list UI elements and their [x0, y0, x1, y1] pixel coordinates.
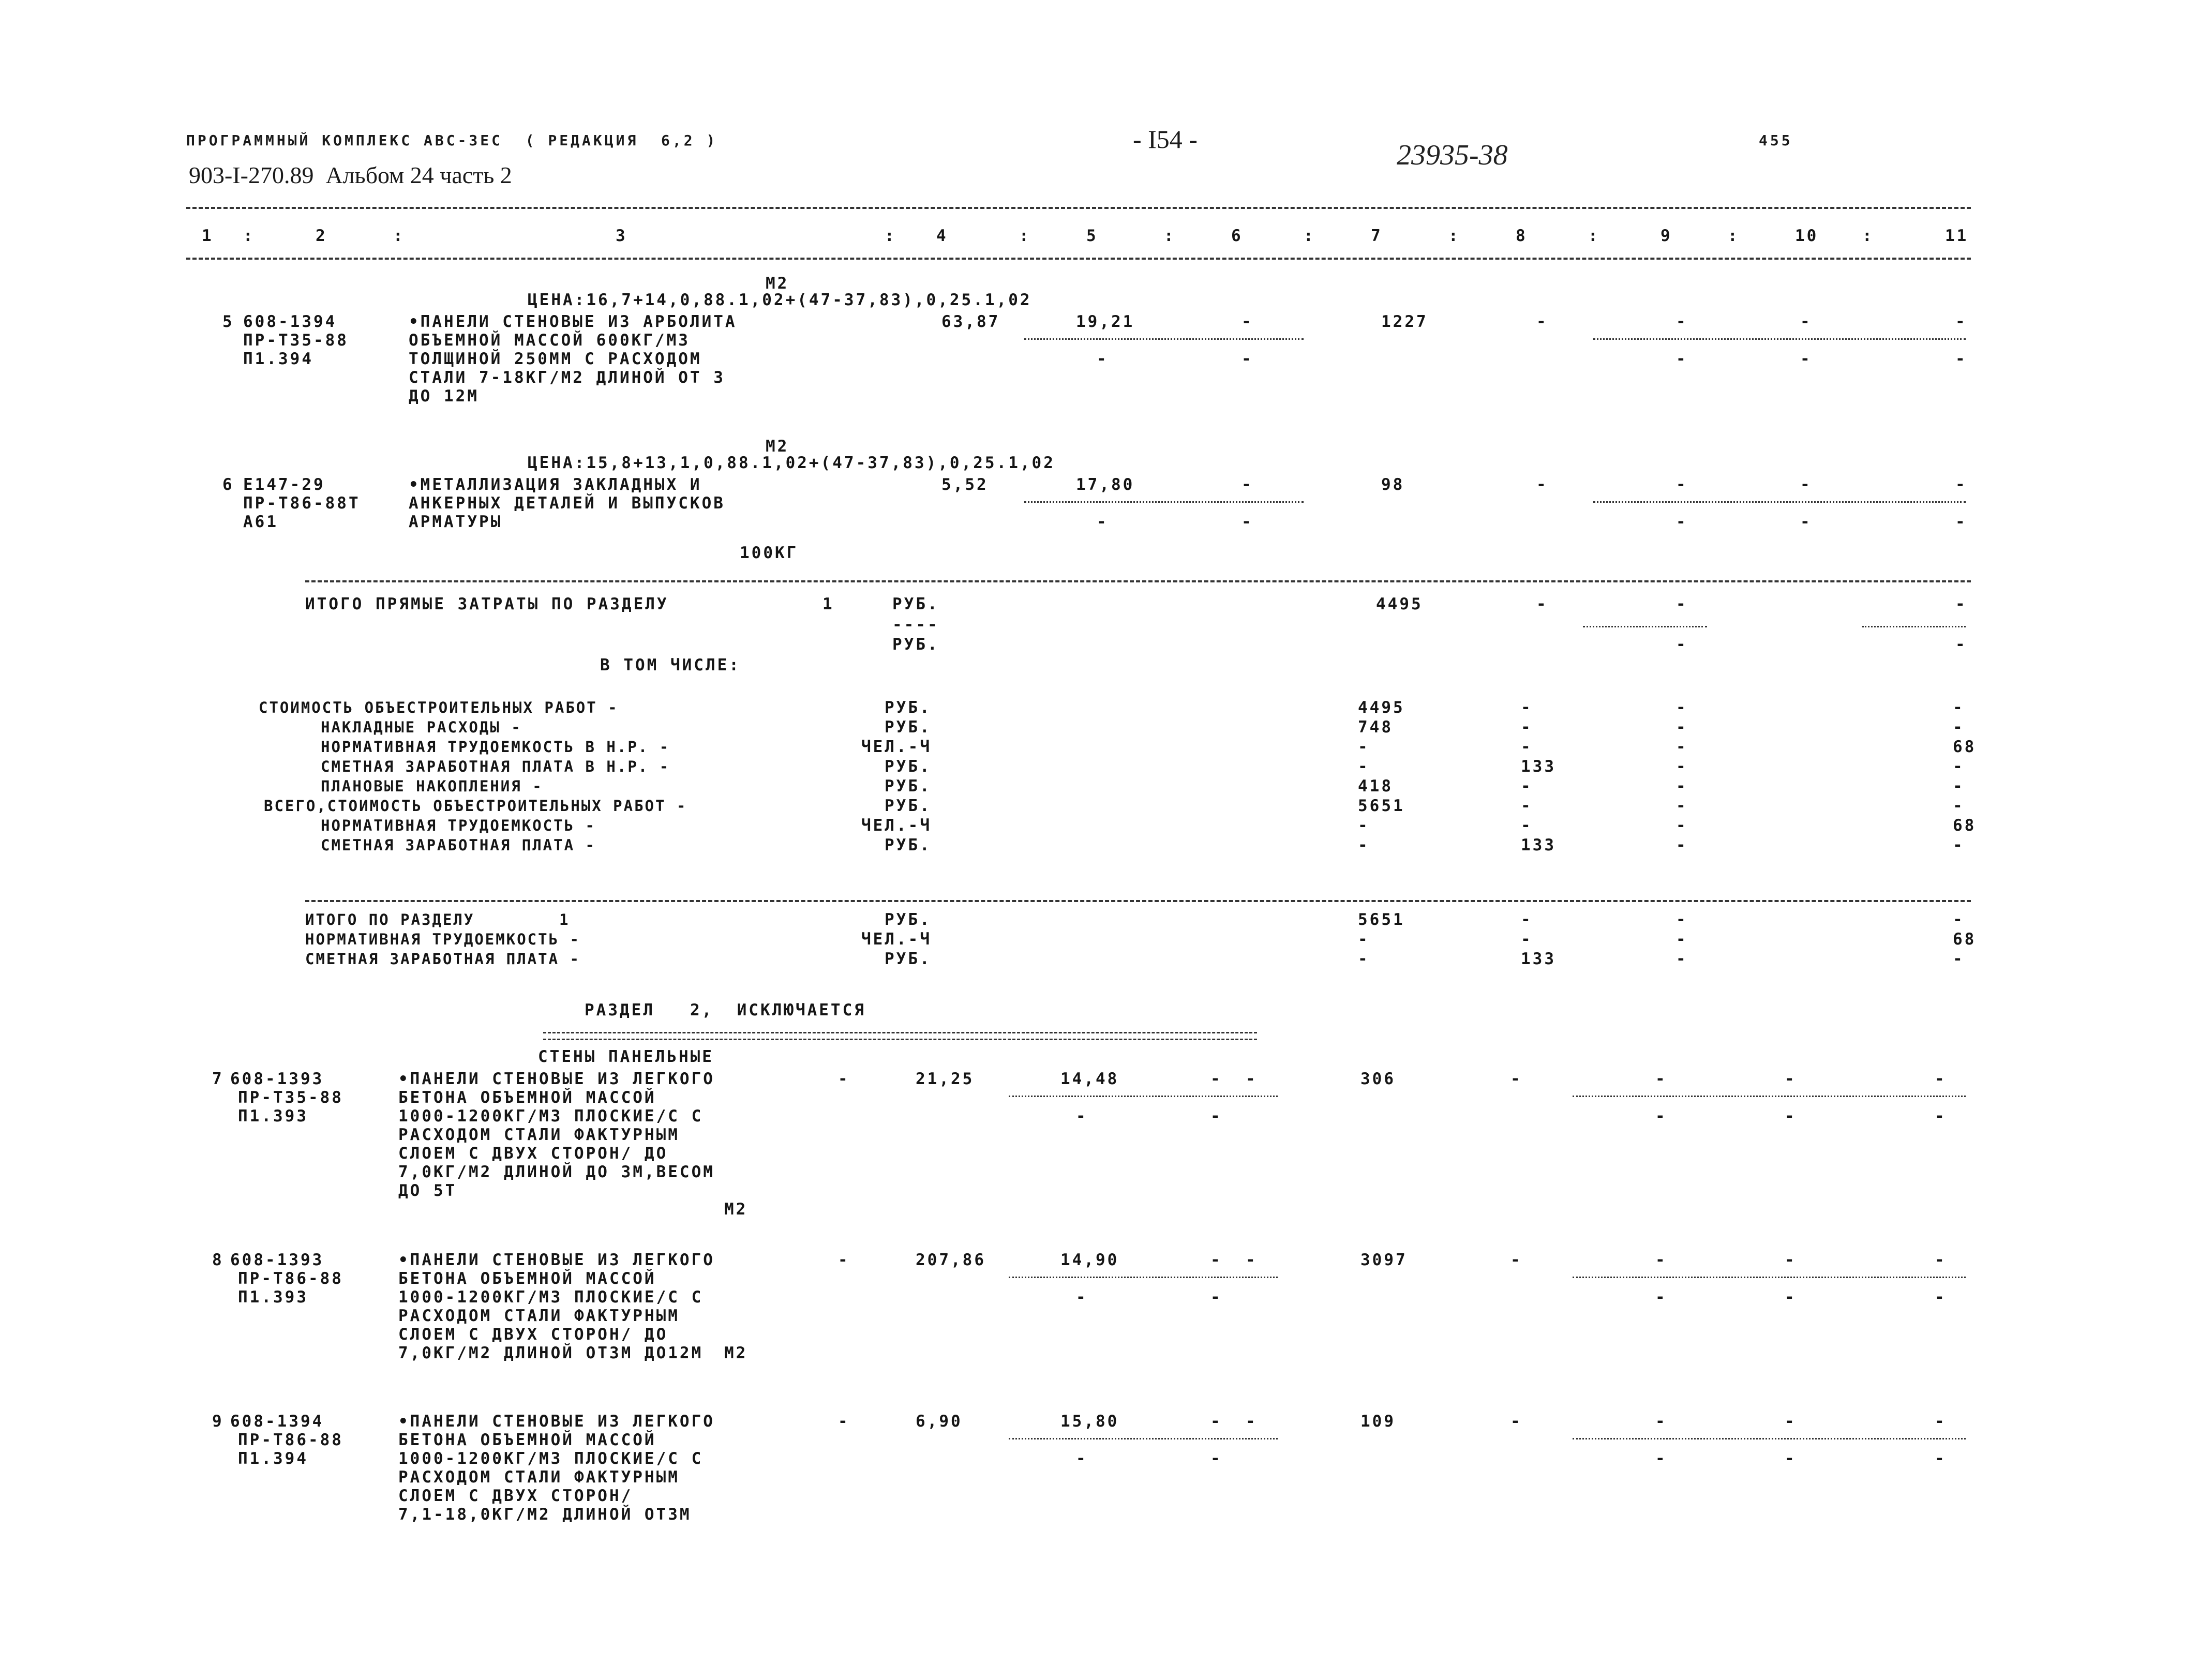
- col5-sub-value: -: [1097, 513, 1109, 531]
- column-header-9: 9: [1661, 227, 1672, 245]
- item-code: П1.393: [238, 1288, 308, 1307]
- col10-sub-value: -: [1785, 1107, 1797, 1126]
- item-code: 608-1393: [230, 1251, 324, 1269]
- col10-sub-value: -: [1800, 350, 1812, 368]
- col6-value: - -: [1210, 1070, 1258, 1088]
- col10-sub-value: -: [1785, 1449, 1797, 1468]
- column-header-11: 11: [1945, 227, 1969, 245]
- col11-value: -: [1955, 312, 1967, 331]
- summary-col8: -: [1521, 698, 1533, 717]
- column-header-7: 7: [1371, 227, 1383, 245]
- summary-label: ВСЕГО,СТОИМОСТЬ ОБЪЕСТРОИТЕЛЬНЫХ РАБОТ -: [264, 797, 687, 815]
- col11-sub-value: -: [1935, 1449, 1947, 1468]
- final-col11: -: [1953, 950, 1965, 968]
- col4-value: 6,90: [916, 1412, 963, 1431]
- summary-col9: -: [1676, 738, 1688, 756]
- column-separator: :: [243, 227, 255, 245]
- summary-unit: РУБ.: [885, 836, 932, 854]
- summary-col8: -: [1521, 777, 1533, 796]
- final-col7: 5651: [1358, 910, 1405, 929]
- column-separator: :: [1448, 227, 1460, 245]
- item-description: СТАЛИ 7-18КГ/М2 ДЛИНОЙ ОТ 3: [409, 368, 725, 387]
- summary-col7: -: [1358, 738, 1370, 756]
- item-description: 7,1-18,0КГ/М2 ДЛИНОЙ ОТ3М: [398, 1505, 692, 1524]
- subtotal-rule-56: [1009, 1277, 1278, 1278]
- col11-value: -: [1955, 475, 1967, 494]
- section2-subtitle: СТЕНЫ ПАНЕЛЬНЫЕ: [538, 1047, 714, 1066]
- summary-col9: -: [1676, 836, 1688, 854]
- column-header-5: 5: [1086, 227, 1098, 245]
- col7-value: 109: [1360, 1412, 1396, 1431]
- col11-sub-value: -: [1955, 350, 1967, 368]
- summary-label: СМЕТНАЯ ЗАРАБОТНАЯ ПЛАТА -: [321, 836, 596, 854]
- item-description: •ПАНЕЛИ СТЕНОВЫЕ ИЗ ЛЕГКОГО: [398, 1251, 715, 1269]
- summary-col11: 68: [1953, 738, 1977, 756]
- col7-value: 3097: [1360, 1251, 1408, 1269]
- item-code: П1.393: [238, 1107, 308, 1126]
- item-code: ПР-Т86-88: [238, 1431, 343, 1449]
- column-separator: :: [1019, 227, 1031, 245]
- header-rule-bottom: [186, 258, 1971, 260]
- item-code: Е147-29: [243, 475, 325, 494]
- col10-sub-value: -: [1800, 513, 1812, 531]
- col9-value: -: [1655, 1251, 1667, 1269]
- item-description: СЛОЕМ С ДВУХ СТОРОН/: [398, 1487, 633, 1505]
- item-description: РАСХОДОМ СТАЛИ ФАКТУРНЫМ: [398, 1307, 680, 1325]
- total-direct-label: ИТОГО ПРЯМЫЕ ЗАТРАТЫ ПО РАЗДЕЛУ: [305, 595, 669, 613]
- column-header-8: 8: [1516, 227, 1528, 245]
- summary-label: НОРМАТИВНАЯ ТРУДОЕМКОСТЬ -: [321, 817, 596, 834]
- col5-sub-value: -: [1076, 1288, 1088, 1307]
- summary-col8: -: [1521, 797, 1533, 815]
- col9-sub-value: -: [1655, 1449, 1667, 1468]
- summary-col11: -: [1953, 836, 1965, 854]
- summary-col11: 68: [1953, 816, 1977, 835]
- item-code: ПР-Т86-88: [238, 1269, 343, 1288]
- summary-col7: -: [1358, 836, 1370, 854]
- item-code: ПР-Т86-88Т: [243, 494, 361, 513]
- item-code: П1.394: [243, 350, 313, 368]
- item-description: •ПАНЕЛИ СТЕНОВЫЕ ИЗ АРБОЛИТА: [409, 312, 737, 331]
- col4-value: 5,52: [941, 475, 989, 494]
- summary-col9: -: [1676, 718, 1688, 737]
- subtotal-rule-911: [1593, 338, 1966, 340]
- item-number: 8: [212, 1251, 224, 1269]
- col9-value: -: [1655, 1412, 1667, 1431]
- column-header-6: 6: [1231, 227, 1243, 245]
- item-code: 608-1394: [230, 1412, 324, 1431]
- final-unit: РУБ.: [885, 910, 932, 929]
- col6-value: -: [1241, 475, 1253, 494]
- price-formula: ЦЕНА:15,8+13,1,0,88.1,02+(47-37,83),0,25.1,02: [528, 454, 1055, 472]
- column-separator: :: [393, 227, 405, 245]
- final-col9: -: [1676, 930, 1688, 949]
- item-description: СЛОЕМ С ДВУХ СТОРОН/ ДО: [398, 1144, 668, 1163]
- column-header-2: 2: [316, 227, 327, 245]
- summary-col11: -: [1953, 777, 1965, 796]
- subtotal-rule-56: [1009, 1096, 1278, 1097]
- summary-col8: -: [1521, 738, 1533, 756]
- final-col11: 68: [1953, 930, 1977, 949]
- col4-dash: -: [838, 1412, 850, 1431]
- col11-value: -: [1955, 595, 1967, 613]
- summary-col11: -: [1953, 797, 1965, 815]
- col8-value: -: [1536, 595, 1548, 613]
- col4-value: 207,86: [916, 1251, 986, 1269]
- unit-rub: РУБ.: [892, 595, 939, 613]
- col6-sub-value: -: [1210, 1107, 1222, 1126]
- col8-value: -: [1536, 475, 1548, 494]
- final-col8: -: [1521, 930, 1533, 949]
- program-header: ПРОГРАММНЫЙ КОМПЛЕКС АВС-ЗЕС ( РЕДАКЦИЯ 6,2 ): [186, 132, 718, 149]
- project-title: 903-I-270.89 Альбом 24 часть 2: [189, 162, 512, 188]
- section2-double-rule: [543, 1032, 1257, 1040]
- unit-label: 100КГ: [740, 544, 799, 562]
- item-number: 5: [222, 312, 234, 331]
- summary-col7: 4495: [1358, 698, 1405, 717]
- item-number: 9: [212, 1412, 224, 1431]
- final-label: СМЕТНАЯ ЗАРАБОТНАЯ ПЛАТА -: [305, 950, 580, 968]
- col9-value: -: [1676, 595, 1688, 613]
- col4-dash: -: [838, 1070, 850, 1088]
- final-unit: ЧЕЛ.-Ч: [861, 930, 932, 949]
- col11-sub-value: -: [1935, 1288, 1947, 1307]
- summary-unit: РУБ.: [885, 718, 932, 737]
- col9-sub-value: -: [1655, 1288, 1667, 1307]
- col6-sub-value: -: [1241, 350, 1253, 368]
- page-right-number: 455: [1759, 132, 1793, 149]
- final-unit: РУБ.: [885, 950, 932, 968]
- summary-unit: РУБ.: [885, 757, 932, 776]
- summary-col11: -: [1953, 698, 1965, 717]
- col9-value: -: [1655, 1070, 1667, 1088]
- col5-value: 15,80: [1060, 1412, 1119, 1431]
- col5-value: 14,90: [1060, 1251, 1119, 1269]
- summary-col11: -: [1953, 757, 1965, 776]
- item-description: РАСХОДОМ СТАЛИ ФАКТУРНЫМ: [398, 1126, 680, 1144]
- summary-col9: -: [1676, 777, 1688, 796]
- total-direct-value: 4495: [1376, 595, 1423, 613]
- col11-value: -: [1935, 1070, 1947, 1088]
- col10-value: -: [1785, 1412, 1797, 1431]
- item-code: 608-1393: [230, 1070, 324, 1088]
- col8-value: -: [1510, 1070, 1522, 1088]
- item-description: ДО 5Т: [398, 1181, 457, 1200]
- subtotal-rule-911: [1573, 1096, 1966, 1097]
- col5-sub-value: -: [1076, 1107, 1088, 1126]
- column-header-10: 10: [1795, 227, 1819, 245]
- summary-col9: -: [1676, 797, 1688, 815]
- item-description: ДО 12М: [409, 387, 479, 406]
- summary-col9: -: [1676, 816, 1688, 835]
- col10-sub-value: -: [1785, 1288, 1797, 1307]
- section2-title: РАЗДЕЛ 2, ИСКЛЮЧАЕТСЯ: [585, 1001, 866, 1019]
- item-code: А61: [243, 513, 278, 531]
- col9-sub-value: -: [1655, 1107, 1667, 1126]
- subtotal-rule-911: [1593, 501, 1966, 503]
- summary-label: НАКЛАДНЫЕ РАСХОДЫ -: [321, 718, 522, 736]
- col10-value: -: [1785, 1070, 1797, 1088]
- col6-value: - -: [1210, 1251, 1258, 1269]
- col6-value: - -: [1210, 1412, 1258, 1431]
- final-rule: [305, 900, 1971, 902]
- document-number: 23935-38: [1397, 139, 1508, 171]
- item-code: 608-1394: [243, 312, 337, 331]
- col4-value: 63,87: [941, 312, 1000, 331]
- item-description: БЕТОНА ОБЪЕМНОЙ МАССОЙ: [398, 1088, 656, 1107]
- col6-sub-value: -: [1210, 1449, 1222, 1468]
- col11-value: -: [1935, 1251, 1947, 1269]
- col5-value: 19,21: [1076, 312, 1135, 331]
- item-description: 7,0КГ/М2 ДЛИНОЙ ДО 3М,ВЕСОМ: [398, 1163, 715, 1181]
- final-col8: 133: [1521, 950, 1556, 968]
- col4-value: 21,25: [916, 1070, 975, 1088]
- col11-sub-value: -: [1935, 1107, 1947, 1126]
- item-description: •МЕТАЛЛИЗАЦИЯ ЗАКЛАДНЫХ И: [409, 475, 702, 494]
- summary-label: СТОИМОСТЬ ОБЪЕСТРОИТЕЛЬНЫХ РАБОТ -: [259, 699, 619, 716]
- section-number: 1: [822, 595, 834, 613]
- col6-sub-value: -: [1241, 513, 1253, 531]
- column-separator: :: [1164, 227, 1176, 245]
- col5-sub-value: -: [1097, 350, 1109, 368]
- col9-value: -: [1676, 635, 1688, 654]
- col7-value: 306: [1360, 1070, 1396, 1088]
- col10-value: -: [1800, 475, 1812, 494]
- summary-col8: 133: [1521, 757, 1556, 776]
- item-description: 1000-1200КГ/М3 ПЛОСКИЕ/С С: [398, 1107, 704, 1126]
- summary-unit: ЧЕЛ.-Ч: [861, 738, 932, 756]
- header-rule-top: [186, 207, 1971, 209]
- final-col7: -: [1358, 930, 1370, 949]
- item-number: 6: [222, 475, 234, 494]
- summary-label: СМЕТНАЯ ЗАРАБОТНАЯ ПЛАТА В Н.Р. -: [321, 758, 670, 775]
- final-col9: -: [1676, 950, 1688, 968]
- item-description: ТОЛЩИНОЙ 250ММ С РАСХОДОМ: [409, 350, 702, 368]
- subtotal-rule: [1583, 626, 1707, 627]
- item-description: 1000-1200КГ/М3 ПЛОСКИЕ/С С: [398, 1288, 704, 1307]
- col9-sub-value: -: [1676, 513, 1688, 531]
- item-description: 1000-1200КГ/М3 ПЛОСКИЕ/С С: [398, 1449, 704, 1468]
- item-number: 7: [212, 1070, 224, 1088]
- item-description: АРМАТУРЫ: [409, 513, 503, 531]
- section1-rule: [305, 580, 1971, 582]
- item-code: ПР-Т35-88: [243, 331, 349, 350]
- price-formula: ЦЕНА:16,7+14,0,88.1,02+(47-37,83),0,25.1,02: [528, 291, 1032, 309]
- col11-sub-value: -: [1955, 513, 1967, 531]
- subtotal-rule-911: [1573, 1277, 1966, 1278]
- summary-col7: 748: [1358, 718, 1393, 737]
- summary-col11: -: [1953, 718, 1965, 737]
- summary-col9: -: [1676, 757, 1688, 776]
- item-description: БЕТОНА ОБЪЕМНОЙ МАССОЙ: [398, 1431, 656, 1449]
- column-separator: :: [1304, 227, 1315, 245]
- column-header-1: 1: [202, 227, 214, 245]
- summary-col7: -: [1358, 757, 1370, 776]
- col9-sub-value: -: [1676, 350, 1688, 368]
- col9-value: -: [1676, 312, 1688, 331]
- final-col11: -: [1953, 910, 1965, 929]
- subtotal-rule: [1862, 626, 1966, 627]
- subtotal-rule-56: [1024, 501, 1304, 503]
- column-header-4: 4: [936, 227, 948, 245]
- column-separator: :: [1728, 227, 1740, 245]
- unit-label: М2: [766, 437, 789, 456]
- col10-value: -: [1785, 1251, 1797, 1269]
- unit-label: М2: [724, 1344, 748, 1362]
- column-separator: :: [1588, 227, 1600, 245]
- col5-value: 17,80: [1076, 475, 1135, 494]
- col5-value: 14,48: [1060, 1070, 1119, 1088]
- separator: ----: [892, 616, 939, 634]
- column-separator: :: [1862, 227, 1874, 245]
- item-description: РАСХОДОМ СТАЛИ ФАКТУРНЫМ: [398, 1468, 680, 1487]
- final-col9: -: [1676, 910, 1688, 929]
- item-description: •ПАНЕЛИ СТЕНОВЫЕ ИЗ ЛЕГКОГО: [398, 1070, 715, 1088]
- item-description: БЕТОНА ОБЪЕМНОЙ МАССОЙ: [398, 1269, 656, 1288]
- item-description: ОБЪЕМНОЙ МАССОЙ 600КГ/М3: [409, 331, 690, 350]
- col4-dash: -: [838, 1251, 850, 1269]
- col11-value: -: [1935, 1412, 1947, 1431]
- unit-label: М2: [766, 274, 789, 293]
- item-code: П1.394: [238, 1449, 308, 1468]
- col5-sub-value: -: [1076, 1449, 1088, 1468]
- summary-col8: -: [1521, 816, 1533, 835]
- item-description: 7,0КГ/М2 ДЛИНОЙ ОТ3М ДО12М: [398, 1344, 704, 1362]
- col8-value: -: [1536, 312, 1548, 331]
- col10-value: -: [1800, 312, 1812, 331]
- col7-value: 98: [1381, 475, 1405, 494]
- subtotal-rule-56: [1024, 338, 1304, 340]
- summary-col7: -: [1358, 816, 1370, 835]
- item-description: СЛОЕМ С ДВУХ СТОРОН/ ДО: [398, 1325, 668, 1344]
- page-number: - I54 -: [1133, 125, 1198, 154]
- final-col7: -: [1358, 950, 1370, 968]
- summary-label: НОРМАТИВНАЯ ТРУДОЕМКОСТЬ В Н.Р. -: [321, 738, 670, 756]
- summary-unit: РУБ.: [885, 698, 932, 717]
- including-label: В ТОМ ЧИСЛЕ:: [600, 656, 741, 674]
- summary-unit: РУБ.: [885, 777, 932, 796]
- unit-label: М2: [724, 1200, 748, 1219]
- final-col8: -: [1521, 910, 1533, 929]
- subtotal-rule-56: [1009, 1438, 1278, 1439]
- summary-col7: 418: [1358, 777, 1393, 796]
- item-description: АНКЕРНЫХ ДЕТАЛЕЙ И ВЫПУСКОВ: [409, 494, 725, 513]
- final-label: НОРМАТИВНАЯ ТРУДОЕМКОСТЬ -: [305, 931, 580, 948]
- col11-value: -: [1955, 635, 1967, 654]
- item-description: •ПАНЕЛИ СТЕНОВЫЕ ИЗ ЛЕГКОГО: [398, 1412, 715, 1431]
- summary-col7: 5651: [1358, 797, 1405, 815]
- col8-value: -: [1510, 1412, 1522, 1431]
- summary-col8: 133: [1521, 836, 1556, 854]
- summary-col9: -: [1676, 698, 1688, 717]
- summary-unit: РУБ.: [885, 797, 932, 815]
- col8-value: -: [1510, 1251, 1522, 1269]
- final-label: ИТОГО ПО РАЗДЕЛУ 1: [305, 911, 570, 928]
- col7-value: 1227: [1381, 312, 1428, 331]
- subtotal-rule-911: [1573, 1438, 1966, 1439]
- column-header-3: 3: [616, 227, 627, 245]
- summary-col8: -: [1521, 718, 1533, 737]
- col6-value: -: [1241, 312, 1253, 331]
- unit-rub: РУБ.: [892, 635, 939, 654]
- summary-unit: ЧЕЛ.-Ч: [861, 816, 932, 835]
- col9-value: -: [1676, 475, 1688, 494]
- column-separator: :: [885, 227, 896, 245]
- summary-label: ПЛАНОВЫЕ НАКОПЛЕНИЯ -: [321, 777, 543, 795]
- col6-sub-value: -: [1210, 1288, 1222, 1307]
- item-code: ПР-Т35-88: [238, 1088, 343, 1107]
